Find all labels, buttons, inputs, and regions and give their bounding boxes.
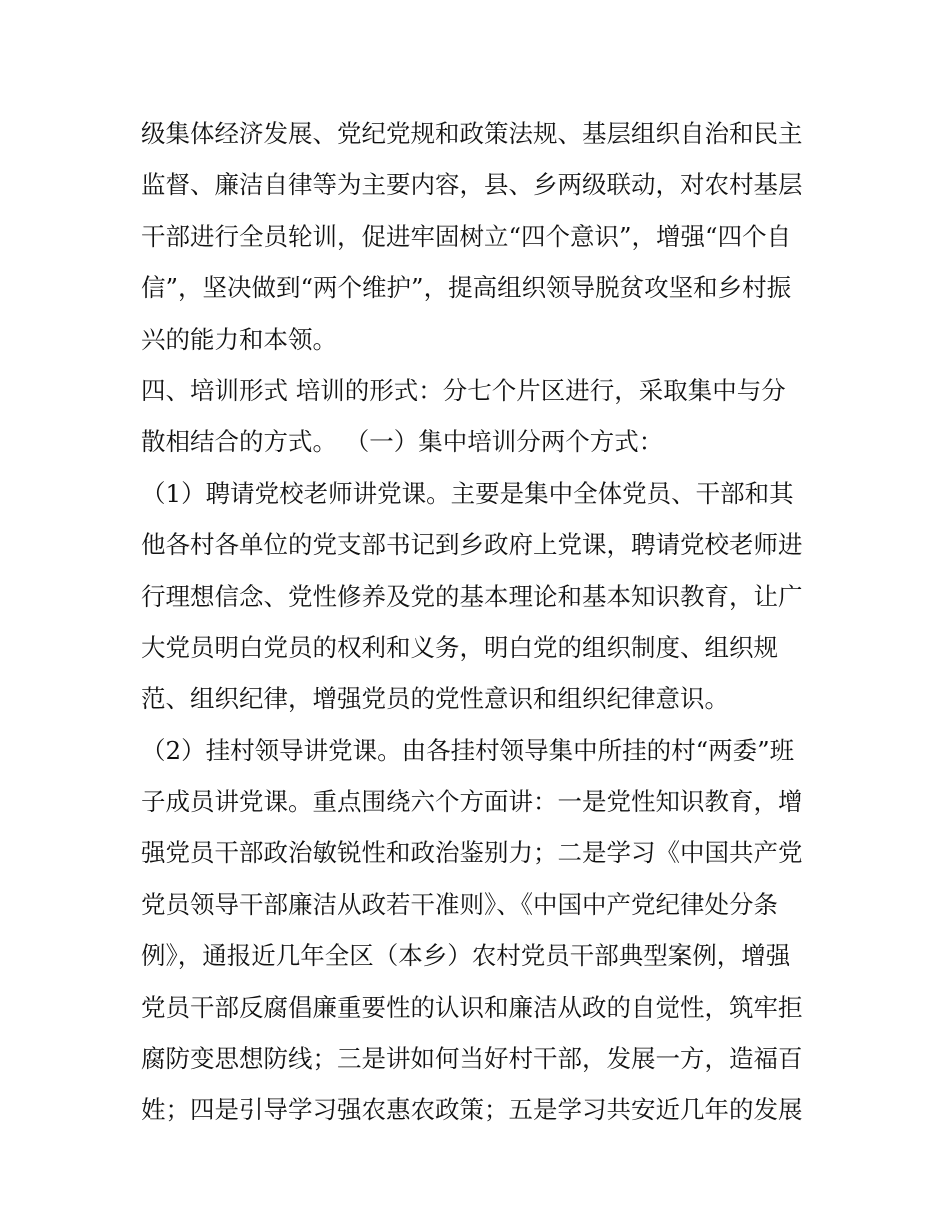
text-line: （2）挂村领导讲党课。由各挂村领导集中所挂的村“两委”班 — [141, 735, 795, 765]
text-line: 子成员讲党课。重点围绕六个方面讲：一是党性知识教育，增 — [141, 787, 803, 817]
text-line: 散相结合的方式。 （一）集中培训分两个方式： — [141, 427, 664, 457]
text-line: 党员领导干部廉洁从政若干准则》、《中国中产党纪律处分条 — [141, 889, 778, 919]
text-line: （1）聘请党校老师讲党课。主要是集中全体党员、干部和其 — [141, 478, 794, 508]
text-line: 干部进行全员轮训，促进牢固树立“四个意识”，增强“四个自 — [141, 221, 792, 251]
text-line: 腐防变思想防线；三是讲如何当好村干部，发展一方，造福百 — [141, 1044, 803, 1074]
text-line: 级集体经济发展、党纪党规和政策法规、基层组织自治和民主 — [141, 119, 803, 148]
text-line: 党员干部反腐倡廉重要性的认识和廉洁从政的自觉性，筑牢拒 — [141, 992, 803, 1022]
text-line: 行理想信念、党性修养及党的基本理论和基本知识教育，让广 — [141, 581, 803, 611]
text-line: 强党员干部政治敏锐性和政治鉴别力；二是学习《中国共产党 — [141, 838, 803, 868]
text-line: 例》，通报近几年全区（本乡）农村党员干部典型案例，增强 — [141, 941, 791, 971]
section-heading-line: 四、培训形式 培训的形式：分七个片区进行，采取集中与分 — [141, 375, 786, 405]
body-text — [141, 108, 813, 1136]
text-line: 兴的能力和本领。 — [141, 324, 337, 354]
text-line: 范、组织纪律，增强党员的党性意识和组织纪律意识。 — [141, 684, 729, 714]
text-line: 他各村各单位的党支部书记到乡政府上党课，聘请党校老师进 — [141, 530, 803, 560]
text-line: 信”，坚决做到“两个维护”，提高组织领导脱贫攻坚和乡村振 — [141, 273, 792, 303]
text-line: 姓；四是引导学习强农惠农政策；五是学习共安近几年的发展 — [141, 1095, 803, 1125]
text-line: 监督、廉洁自律等为主要内容，县、乡两级联动，对农村基层 — [141, 170, 803, 200]
text-line: 大党员明白党员的权利和义务，明白党的组织制度、组织规 — [141, 632, 778, 662]
